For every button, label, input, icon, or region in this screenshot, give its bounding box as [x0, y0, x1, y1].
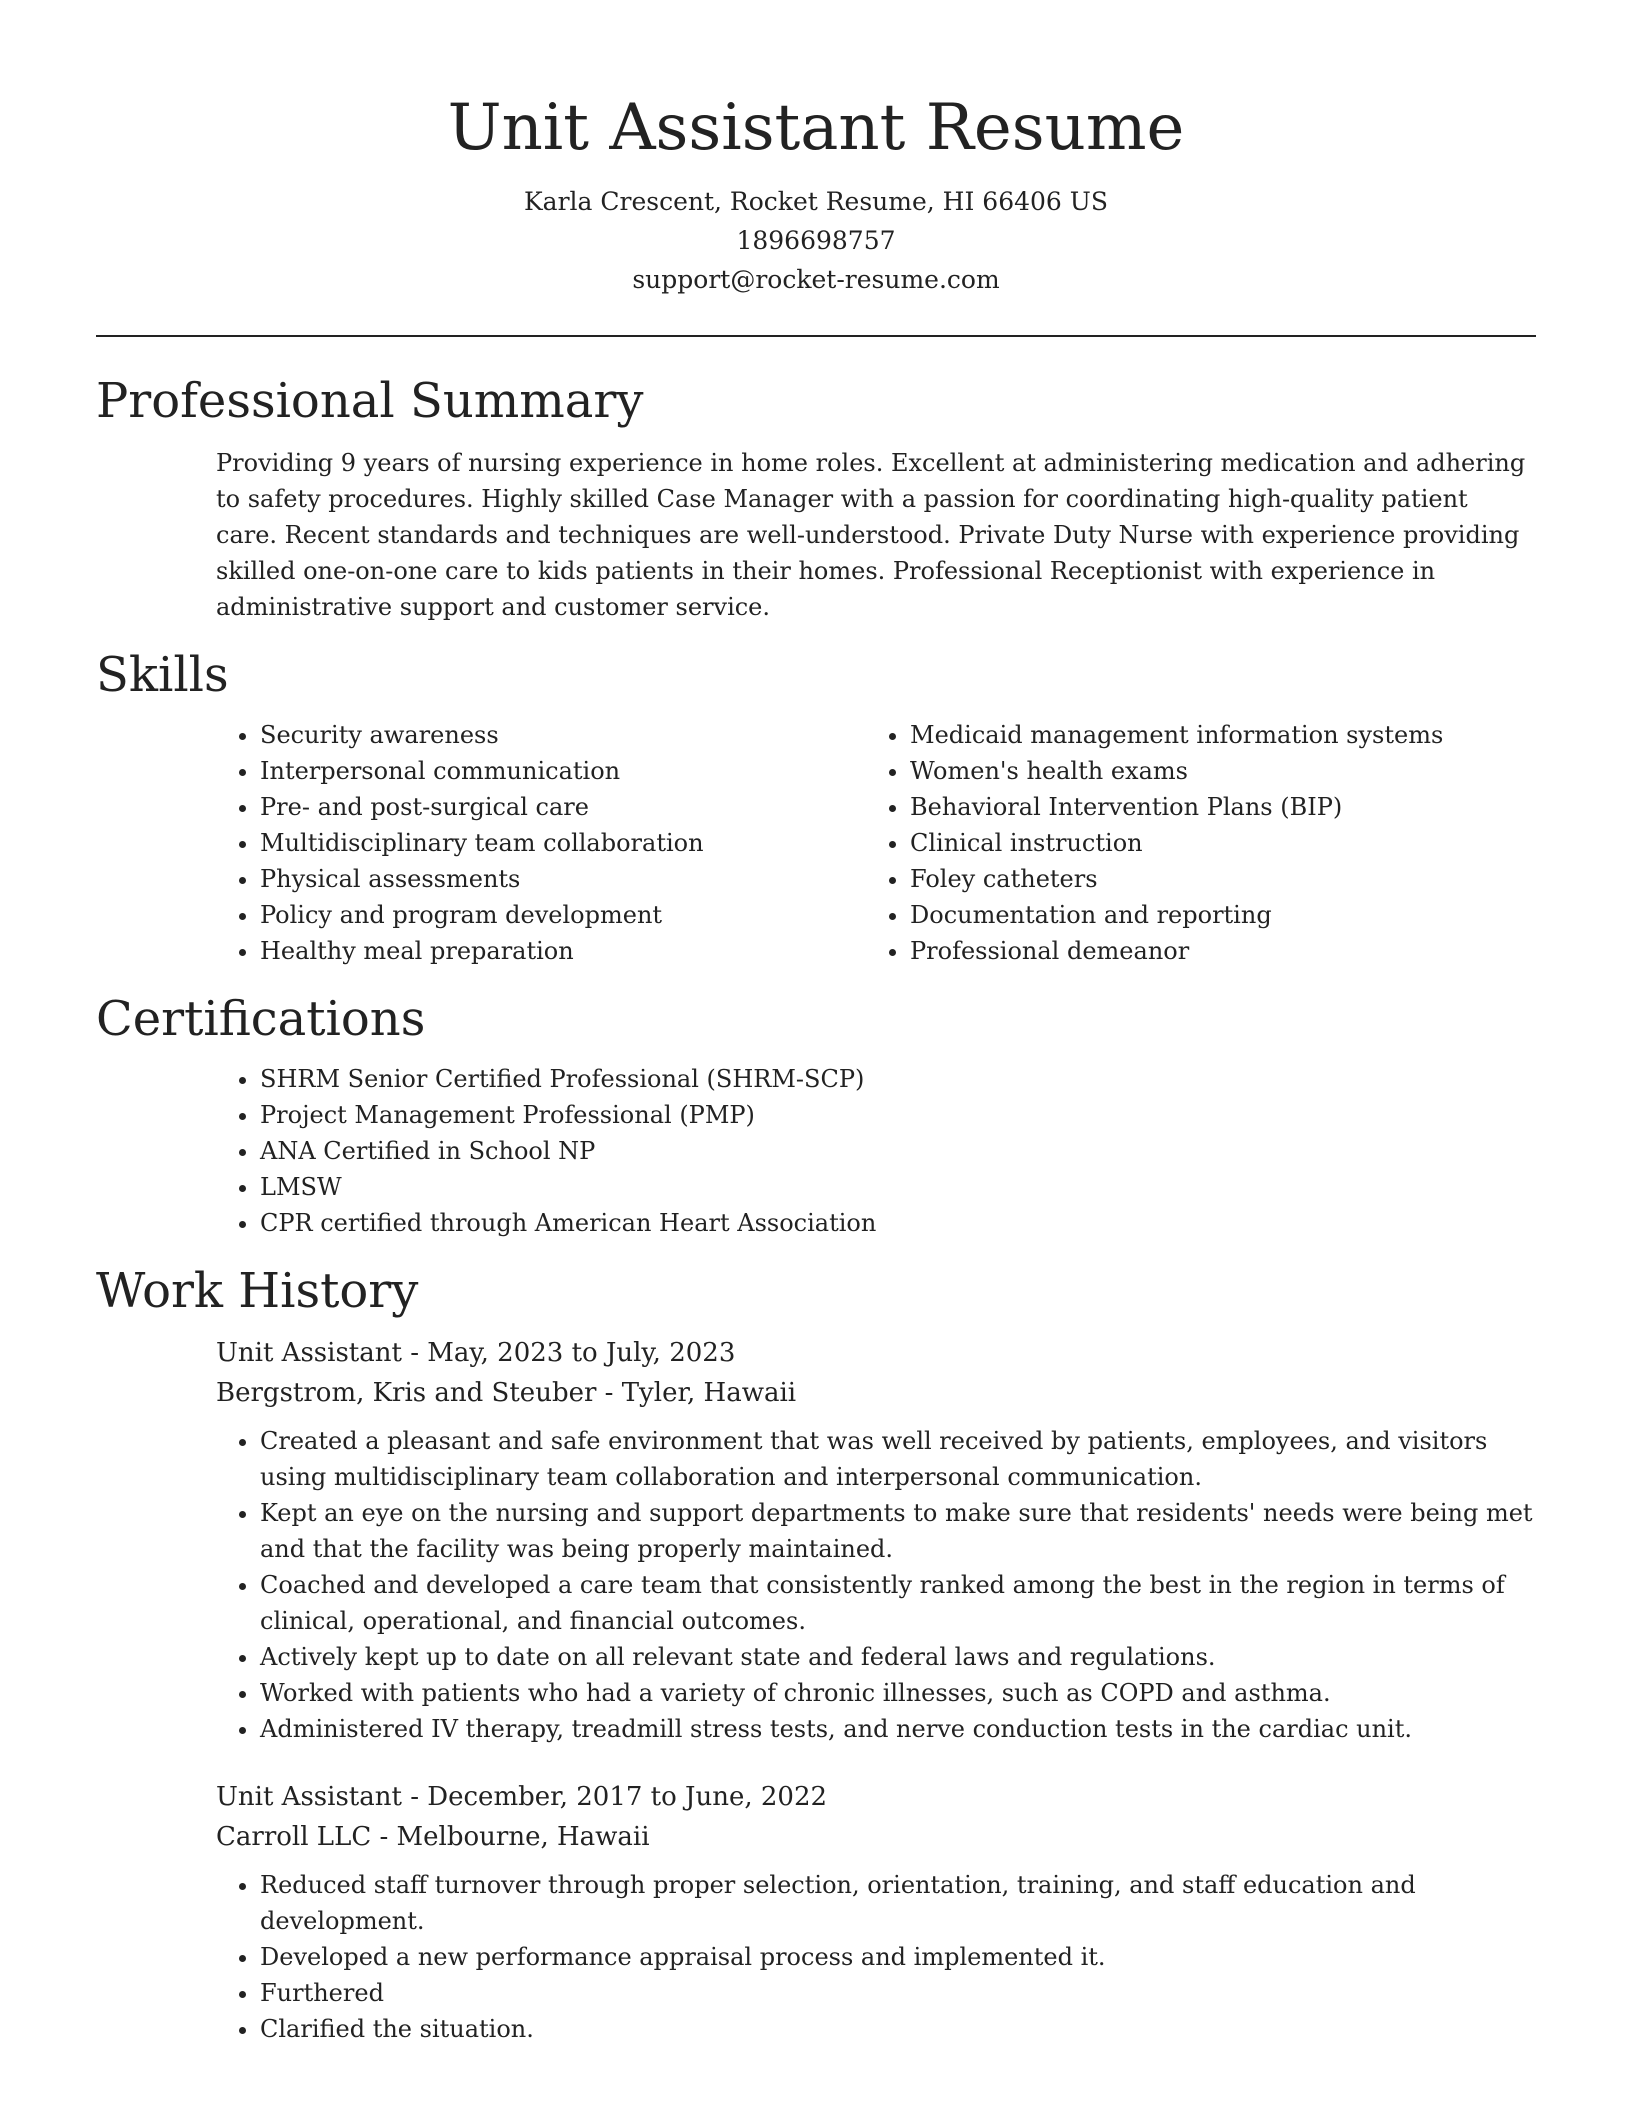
- job-company-line: Carroll LLC - Melbourne, Hawaii: [216, 1822, 650, 1852]
- skill-item: • Physical assessments: [260, 861, 866, 897]
- contact-phone: 1896698757: [736, 226, 896, 255]
- skill-item: • Documentation and reporting: [910, 897, 1516, 933]
- skill-item: • Professional demeanor: [910, 933, 1516, 969]
- skills-list-right: [866, 717, 1516, 969]
- contact-info: [96, 182, 1536, 299]
- skill-item: • Medicaid management information systems: [910, 717, 1516, 753]
- header-divider: [96, 335, 1536, 337]
- certification-item: • SHRM Senior Certified Professional (SHRM-SCP): [260, 1061, 1536, 1097]
- certification-item: • CPR certified through American Heart Association: [260, 1205, 1536, 1241]
- page-title: Unit Assistant Resume: [447, 91, 1185, 165]
- summary-heading: Professional Summary: [96, 373, 644, 429]
- job-title-line: Unit Assistant - December, 2017 to June, 2022: [216, 1782, 828, 1812]
- job-bullet: • Administered IV therapy, treadmill stress tests, and nerve conduction tests in the cardiac unit.: [260, 1711, 1536, 1747]
- skill-item: • Security awareness: [260, 717, 866, 753]
- job-bullet: • Clarified the situation.: [260, 2011, 1536, 2047]
- skill-item: • Interpersonal communication: [260, 753, 866, 789]
- job-bullet: • Developed a new performance appraisal process and implemented it.: [260, 1939, 1536, 1975]
- summary-section: [96, 371, 1536, 625]
- certification-item: • Project Management Professional (PMP): [260, 1097, 1536, 1133]
- skill-item: • Pre- and post-surgical care: [260, 789, 866, 825]
- summary-text: Providing 9 years of nursing experience in home roles. Excellent at administering medication and adhering to safety procedures. Highly skilled Case Manager with a passion for coordinating high-quality patient care. Recent standards and techniques are well-understood. Private Duty Nurse with experience providing skilled one-on-one care to kids patients in their homes. Professional Receptionist with experience in administrative support and customer service.: [216, 449, 1526, 621]
- job-entry: [216, 1777, 1536, 2047]
- skill-item: • Policy and program development: [260, 897, 866, 933]
- job-bullet: • Created a pleasant and safe environment that was well received by patients, employees, and visitors using multidisciplinary team collaboration and interpersonal communication.: [260, 1423, 1536, 1495]
- certification-item: • ANA Certified in School NP: [260, 1133, 1536, 1169]
- skills-section: [96, 645, 1536, 969]
- contact-address: Karla Crescent, Rocket Resume, HI 66406 US: [524, 187, 1108, 216]
- job-bullet: • Worked with patients who had a variety of chronic illnesses, such as COPD and asthma.: [260, 1675, 1536, 1711]
- skill-item: • Women's health exams: [910, 753, 1516, 789]
- certifications-list: [216, 1061, 1536, 1241]
- job-entry: [216, 1333, 1536, 1747]
- job-bullet: • Reduced staff turnover through proper selection, orientation, training, and staff education and development.: [260, 1867, 1536, 1939]
- job-bullet-list: [216, 1867, 1536, 2047]
- job-company-line: Bergstrom, Kris and Steuber - Tyler, Hawaii: [216, 1378, 797, 1408]
- job-bullet-list: [216, 1423, 1536, 1747]
- skills-columns: [216, 717, 1536, 969]
- work-history-heading: Work History: [96, 1263, 419, 1319]
- job-title-line: Unit Assistant - May, 2023 to July, 2023: [216, 1338, 736, 1368]
- contact-email: support@rocket-resume.com: [632, 265, 1000, 294]
- skill-item: • Multidisciplinary team collaboration: [260, 825, 866, 861]
- job-bullet: • Furthered: [260, 1975, 1536, 2011]
- skill-item: • Behavioral Intervention Plans (BIP): [910, 789, 1516, 825]
- job-bullet: • Coached and developed a care team that consistently ranked among the best in the region in terms of clinical, operational, and financial outcomes.: [260, 1567, 1536, 1639]
- resume-header: [96, 0, 1536, 299]
- certifications-heading: Certifications: [96, 991, 426, 1047]
- skills-heading: Skills: [96, 647, 229, 703]
- certifications-section: [96, 989, 1536, 1241]
- job-bullet: • Actively kept up to date on all relevant state and federal laws and regulations.: [260, 1639, 1536, 1675]
- resume-page: [96, 0, 1536, 2047]
- work-history-section: [96, 1261, 1536, 2047]
- certification-item: • LMSW: [260, 1169, 1536, 1205]
- skill-item: • Foley catheters: [910, 861, 1516, 897]
- skill-item: • Clinical instruction: [910, 825, 1516, 861]
- skills-list-left: [216, 717, 866, 969]
- job-bullet: • Kept an eye on the nursing and support departments to make sure that residents' needs were being met and that the facility was being properly maintained.: [260, 1495, 1536, 1567]
- skill-item: • Healthy meal preparation: [260, 933, 866, 969]
